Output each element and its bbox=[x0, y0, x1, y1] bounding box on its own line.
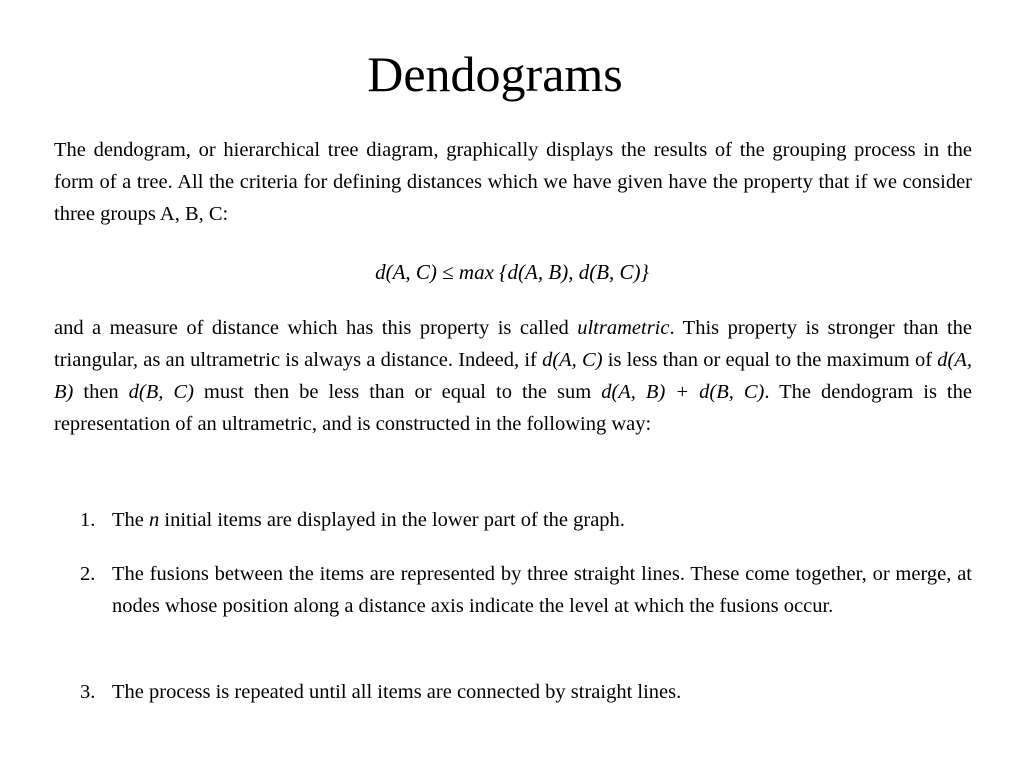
ultrametric-formula: d(A, C) ≤ max {d(A, B), d(B, C)} bbox=[375, 260, 649, 284]
text-segment: initial items are displayed in the lower part of the graph. bbox=[159, 509, 625, 531]
intro-paragraph: The dendogram, or hierarchical tree diagram, graphically displays the results of the grouping process in the form of a tree. All the criteria for defining distances which we have given have the property that if we consider three groups A, B, C: bbox=[54, 139, 972, 225]
list-text: The fusions between the items are represented by three straight lines. These come together, or merge, at nodes whose position along a distance axis indicate the level at which the fusions occur. bbox=[112, 563, 972, 617]
text-segment: The bbox=[112, 509, 149, 531]
math-sum: d(A, B) + d(B, C) bbox=[601, 381, 765, 403]
text-segment: then bbox=[73, 381, 129, 403]
math-dAC: d(A, C) bbox=[542, 349, 603, 371]
math-dAB: d(A, B) bbox=[54, 349, 972, 403]
math-n: n bbox=[149, 509, 160, 531]
list-number: 2. bbox=[80, 563, 96, 585]
list-number: 1. bbox=[80, 509, 96, 531]
list-text: The process is repeated until all items are connected by straight lines. bbox=[112, 681, 682, 703]
list-item bbox=[80, 676, 972, 708]
text-segment: . The dendogram is the representation of an ultrametric, and is constructed in the following way: bbox=[54, 381, 972, 435]
list-item bbox=[80, 504, 972, 536]
list-number: 3. bbox=[80, 681, 96, 703]
text-segment: and a measure of distance which has this property is called bbox=[54, 317, 578, 339]
text-segment: is less than or equal to the maximum of bbox=[602, 349, 938, 371]
text-segment: must then be less than or equal to the sum bbox=[193, 381, 602, 403]
ultrametric-paragraph bbox=[54, 312, 972, 440]
ultrametric-term: ultrametric bbox=[577, 317, 670, 339]
list-item bbox=[80, 558, 972, 622]
text-segment: . This property is stronger than the triangular, as an ultrametric is always a distance. Indeed, if bbox=[54, 317, 972, 371]
slide-title: Dendograms bbox=[367, 46, 623, 102]
math-dBC: d(B, C) bbox=[128, 381, 194, 403]
list-text bbox=[112, 504, 972, 536]
